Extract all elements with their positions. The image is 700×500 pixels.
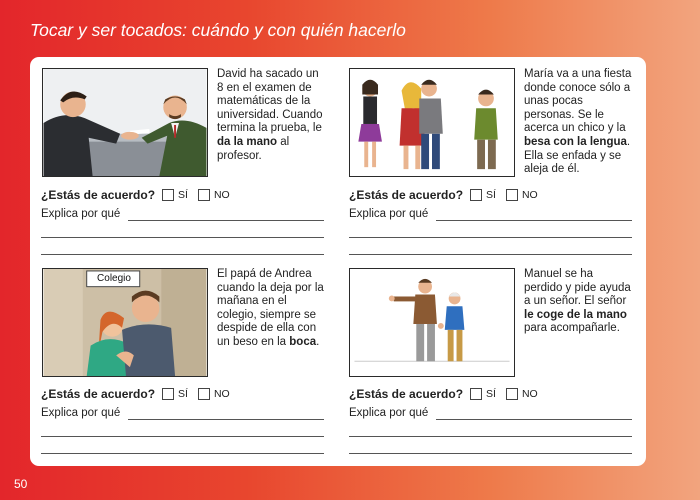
no-label: NO bbox=[213, 189, 230, 201]
yes-label: SÍ bbox=[178, 189, 188, 201]
no-checkbox[interactable] bbox=[506, 388, 518, 400]
story-text-3: El papá de Andrea cuando la deja por la mañana en el colegio, siempre se despide de ella con un beso en la boca. bbox=[217, 268, 324, 348]
yes-label: SÍ bbox=[486, 388, 496, 400]
no-checkbox[interactable] bbox=[198, 388, 210, 400]
yes-label: SÍ bbox=[486, 189, 496, 201]
answer-line[interactable] bbox=[128, 220, 324, 221]
no-checkbox[interactable] bbox=[506, 189, 518, 201]
answer-line[interactable] bbox=[349, 237, 632, 238]
answer-line[interactable] bbox=[41, 237, 324, 238]
agree-question-4 bbox=[349, 387, 548, 401]
answer-line[interactable] bbox=[436, 419, 632, 420]
yes-checkbox[interactable] bbox=[162, 189, 174, 201]
agree-question-label: ¿Estás de acuerdo? bbox=[349, 188, 464, 202]
agree-question-2 bbox=[349, 188, 548, 202]
agree-question-3 bbox=[41, 387, 240, 401]
answer-line[interactable] bbox=[41, 436, 324, 437]
answer-line[interactable] bbox=[41, 453, 324, 454]
answer-line[interactable] bbox=[349, 453, 632, 454]
answer-line[interactable] bbox=[349, 254, 632, 255]
agree-question-label: ¿Estás de acuerdo? bbox=[41, 188, 156, 202]
explain-label-1: Explica por qué bbox=[41, 208, 121, 220]
page-title: Tocar y ser tocados: cuándo y con quién hacerlo bbox=[30, 20, 406, 40]
answer-line[interactable] bbox=[128, 419, 324, 420]
agree-question-1 bbox=[41, 188, 240, 202]
no-label: NO bbox=[521, 388, 538, 400]
explain-label-2: Explica por qué bbox=[349, 208, 429, 220]
illustration-lost-boy bbox=[349, 268, 515, 377]
explain-label-4: Explica por qué bbox=[349, 407, 429, 419]
answer-line[interactable] bbox=[349, 436, 632, 437]
agree-question-label: ¿Estás de acuerdo? bbox=[349, 387, 464, 401]
yes-checkbox[interactable] bbox=[470, 189, 482, 201]
answer-line[interactable] bbox=[436, 220, 632, 221]
school-sign: Colegio bbox=[97, 273, 131, 284]
page-number: 50 bbox=[14, 477, 28, 491]
story-text-1: David ha sacado un 8 en el examen de matemáticas de la universidad. Cuando termina la prueba, le da la mano al profesor. bbox=[217, 68, 323, 162]
agree-question-label: ¿Estás de acuerdo? bbox=[41, 387, 156, 401]
worksheet-card bbox=[30, 57, 646, 466]
illustration-party bbox=[349, 68, 515, 177]
yes-label: SÍ bbox=[178, 388, 188, 400]
story-text-2: María va a una fiesta donde conoce sólo a unas pocas personas. Se le acerca un chico y la besa con la lengua. Ella se enfada y se aleja de él. bbox=[524, 68, 632, 176]
yes-checkbox[interactable] bbox=[162, 388, 174, 400]
story-text-4: Manuel se ha perdido y pide ayuda a un señor. El señor le coge de la mano para acompañarle. bbox=[524, 268, 631, 335]
explain-label-3: Explica por qué bbox=[41, 407, 121, 419]
no-label: NO bbox=[213, 388, 230, 400]
no-label: NO bbox=[521, 189, 538, 201]
yes-checkbox[interactable] bbox=[470, 388, 482, 400]
no-checkbox[interactable] bbox=[198, 189, 210, 201]
answer-line[interactable] bbox=[41, 254, 324, 255]
illustration-handshake bbox=[42, 68, 208, 177]
illustration-school bbox=[42, 268, 208, 377]
